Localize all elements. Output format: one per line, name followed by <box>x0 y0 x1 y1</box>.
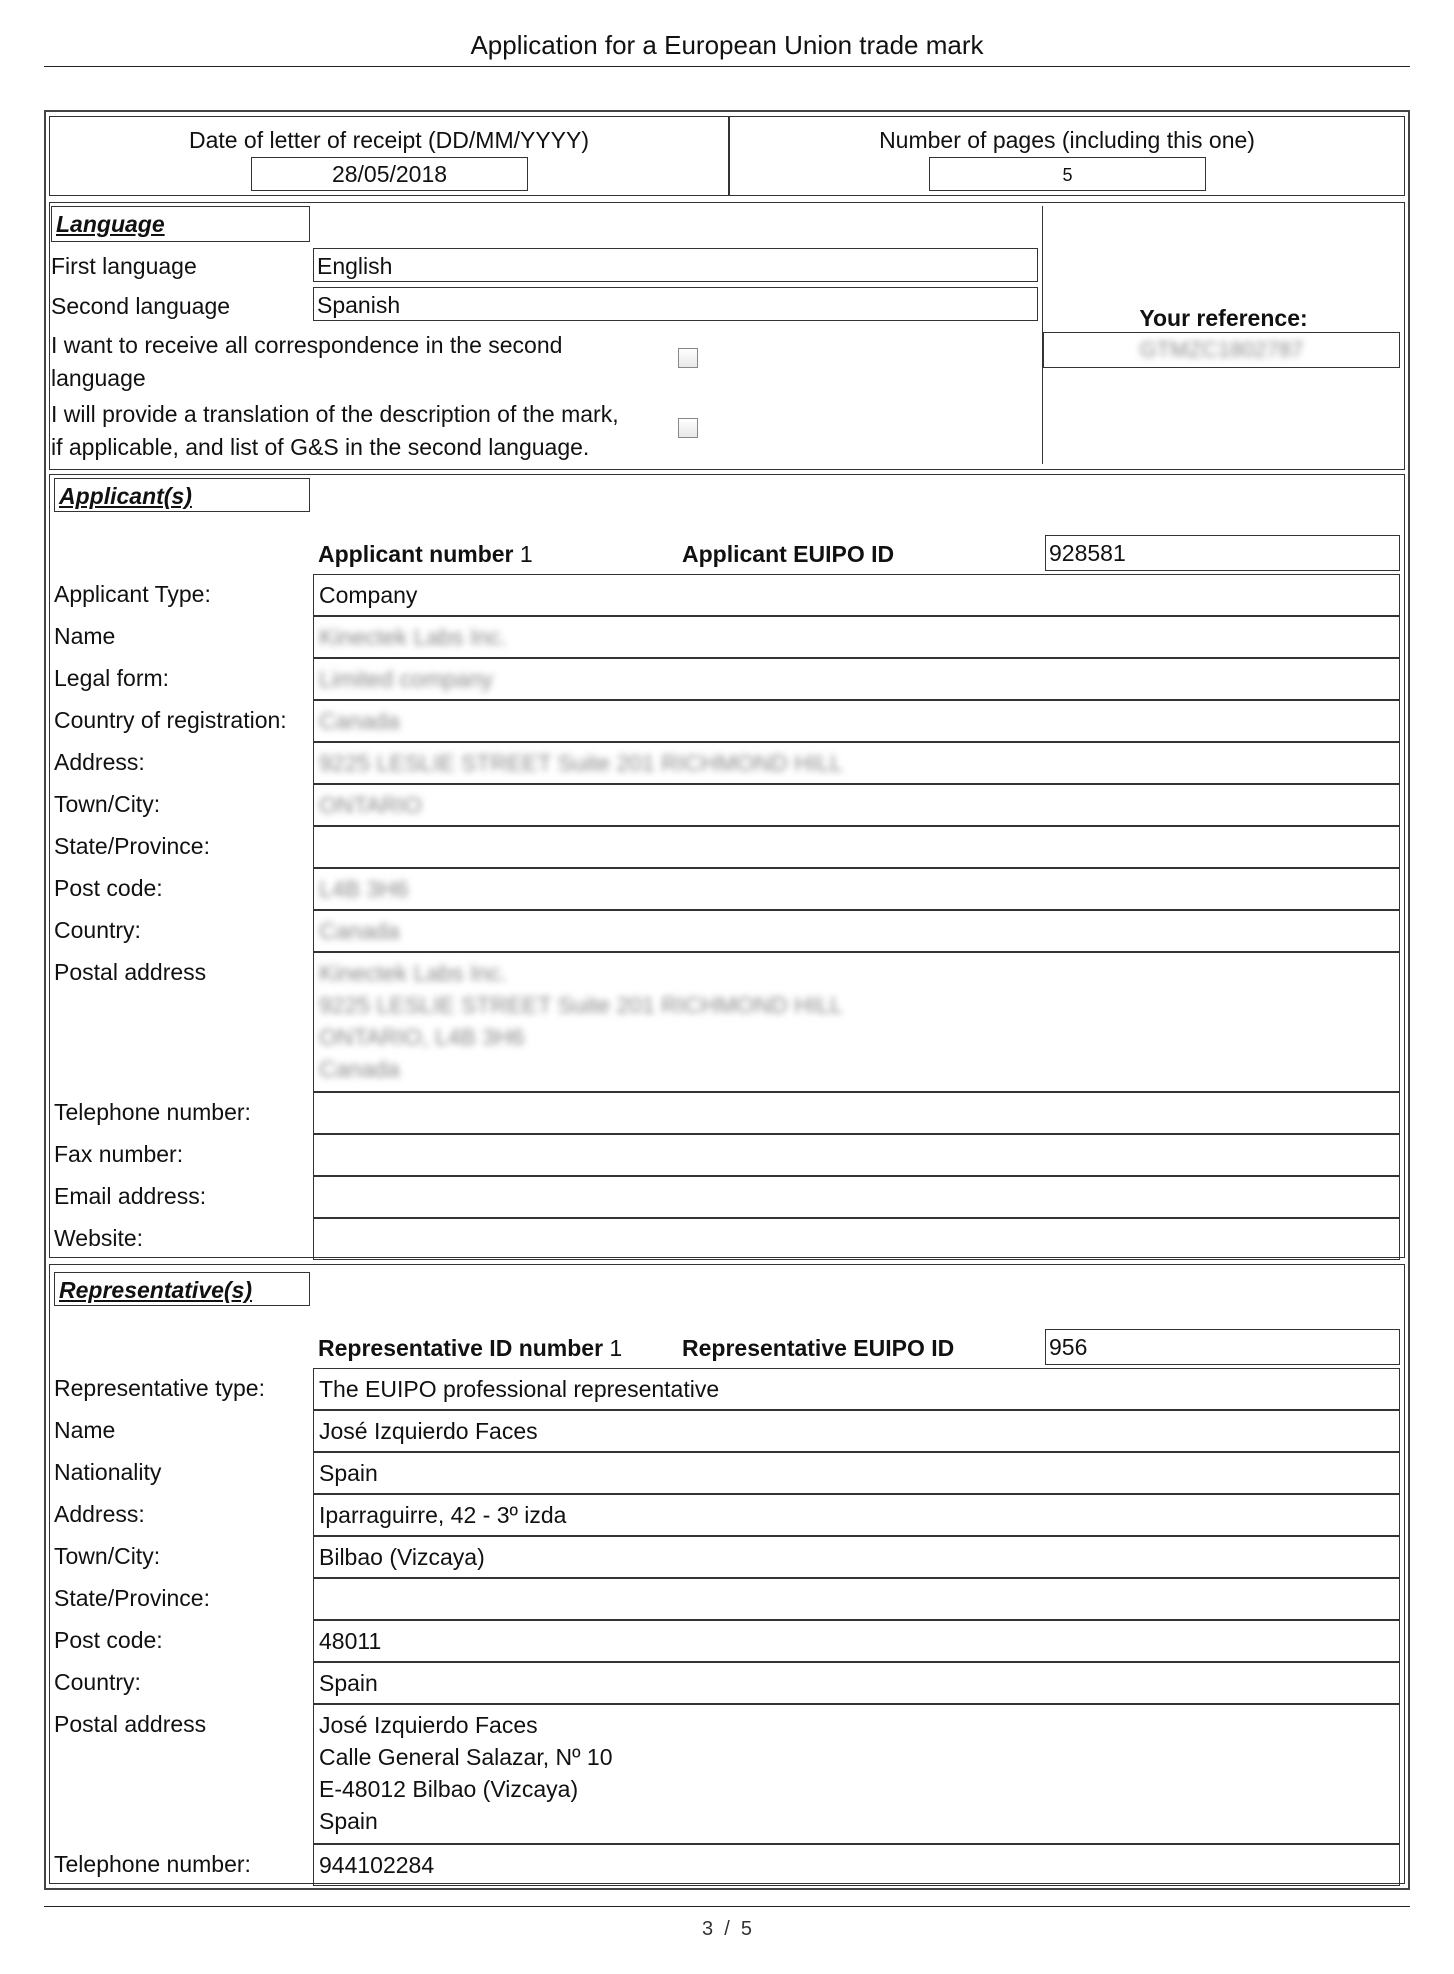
applicant-name-value <box>313 616 1400 658</box>
applicant-number-label: Applicant number <box>318 541 514 567</box>
page-count-label: Number of pages (including this one) <box>879 127 1255 153</box>
representative-address-value <box>313 1494 1400 1536</box>
receipt-date-label: Date of letter of receipt (DD/MM/YYYY) <box>188 127 590 153</box>
representative-postal-address-label: Postal address <box>54 1711 207 1737</box>
second-language-label: Second language <box>51 293 231 319</box>
representative-number <box>318 1334 622 1362</box>
representative-name-value <box>313 1410 1400 1452</box>
applicant-email-address-label: Email address: <box>54 1183 207 1209</box>
applicant-state-province-value <box>313 826 1400 868</box>
representative-telephone-number-text: 944102284 <box>319 1852 435 1878</box>
translation-checkbox[interactable] <box>678 418 698 438</box>
applicant-address-label: Address: <box>54 749 145 775</box>
representative-representative-type-label: Representative type: <box>54 1375 265 1401</box>
applicant-country-label: Country: <box>54 917 141 943</box>
correspondence-option-line1: I want to receive all correspondence in the second <box>51 332 563 358</box>
applicant-postal-line: Canada <box>319 1056 400 1082</box>
applicant-telephone-number-label: Telephone number: <box>54 1099 251 1125</box>
representative-name-label: Name <box>54 1417 116 1443</box>
applicant-applicant-type-value <box>313 574 1400 616</box>
representative-postal-address-value <box>313 1704 1400 1844</box>
applicant-country-text: Canada <box>319 918 400 944</box>
page-current: 3 <box>701 1918 714 1940</box>
applicant-website-label: Website: <box>54 1225 144 1251</box>
applicant-legal-form-text: Limited company <box>319 666 493 692</box>
representative-state-province-value <box>313 1578 1400 1620</box>
page-count-value: 5 <box>929 157 1206 191</box>
applicant-applicant-type-text: Company <box>319 582 418 608</box>
representative-number-label: Representative ID number <box>318 1335 604 1361</box>
correspondence-option-line2: language <box>51 365 146 391</box>
representative-euipo-id: 956 <box>1045 1329 1400 1365</box>
first-language-label: First language <box>51 253 197 279</box>
representative-country-text: Spain <box>319 1670 378 1696</box>
representative-post-code-label: Post code: <box>54 1627 163 1653</box>
first-language-value: English <box>313 248 1038 282</box>
applicant-legal-form-value <box>313 658 1400 700</box>
applicant-name-text: Kinectek Labs Inc. <box>319 624 507 650</box>
representative-telephone-number-label: Telephone number: <box>54 1851 251 1877</box>
applicant-email-address-value <box>313 1176 1400 1218</box>
representative-country-label: Country: <box>54 1669 141 1695</box>
applicant-number-value: 1 <box>519 541 533 567</box>
representative-post-code-value <box>313 1620 1400 1662</box>
applicant-name-label: Name <box>54 623 116 649</box>
receipt-date-value: 28/05/2018 <box>251 157 528 191</box>
translation-option-line2: if applicable, and list of G&S in the second language. <box>51 434 590 460</box>
title-rule <box>44 66 1410 67</box>
your-reference-label: Your reference: <box>1139 305 1308 331</box>
footer-rule <box>44 1906 1410 1907</box>
representative-postal-line: José Izquierdo Faces <box>319 1712 538 1738</box>
applicant-post-code-value <box>313 868 1400 910</box>
applicant-country-of-registration-text: Canada <box>319 708 400 734</box>
applicant-country-of-registration-value <box>313 700 1400 742</box>
applicant-postal-address-value <box>313 952 1400 1092</box>
applicant-town-city-value <box>313 784 1400 826</box>
document-title: Application for a European Union trade mark <box>470 30 984 60</box>
representative-town-city-text: Bilbao (Vizcaya) <box>319 1544 485 1570</box>
applicant-town-city-text: ONTARIO <box>319 792 423 818</box>
applicant-fax-number-label: Fax number: <box>54 1141 184 1167</box>
applicant-post-code-label: Post code: <box>54 875 163 901</box>
your-reference-value <box>1043 332 1400 368</box>
applicant-postal-address-label: Postal address <box>54 959 207 985</box>
representative-address-label: Address: <box>54 1501 145 1527</box>
representative-number-value: 1 <box>609 1335 623 1361</box>
applicant-number <box>318 540 533 568</box>
applicant-country-of-registration-label: Country of registration: <box>54 707 287 733</box>
representative-postal-line: Spain <box>319 1808 378 1834</box>
applicant-euipo-label: Applicant EUIPO ID <box>682 541 895 567</box>
applicant-address-value <box>313 742 1400 784</box>
representative-town-city-label: Town/City: <box>54 1543 161 1569</box>
representative-telephone-number-value <box>313 1844 1400 1886</box>
language-header: Language <box>51 206 310 242</box>
applicant-applicant-type-label: Applicant Type: <box>54 581 211 607</box>
page-indicator <box>0 1918 1454 1941</box>
page-total: 5 <box>740 1918 753 1940</box>
your-reference-text: GTMZC1802787 <box>1139 337 1304 362</box>
applicant-legal-form-label: Legal form: <box>54 665 170 691</box>
representative-representative-type-text: The EUIPO professional representative <box>319 1376 720 1402</box>
applicant-postal-line: ONTARIO, L4B 3H6 <box>319 1024 525 1050</box>
representative-name-text: José Izquierdo Faces <box>319 1418 538 1444</box>
representative-nationality-text: Spain <box>319 1460 378 1486</box>
translation-option-line1: I will provide a translation of the description of the mark, <box>51 401 619 427</box>
applicant-address-text: 9225 LESLIE STREET Suite 201 RICHMOND HILL <box>319 750 843 776</box>
applicant-header: Applicant(s) <box>54 478 310 512</box>
representative-nationality-value <box>313 1452 1400 1494</box>
representative-postal-line: E-48012 Bilbao (Vizcaya) <box>319 1776 579 1802</box>
applicant-website-value <box>313 1218 1400 1260</box>
representative-postal-line: Calle General Salazar, Nº 10 <box>319 1744 613 1770</box>
representative-address-text: Iparraguirre, 42 - 3º izda <box>319 1502 567 1528</box>
representative-post-code-text: 48011 <box>319 1628 382 1654</box>
applicant-fax-number-value <box>313 1134 1400 1176</box>
representative-state-province-label: State/Province: <box>54 1585 210 1611</box>
applicant-postal-line: 9225 LESLIE STREET Suite 201 RICHMOND HILL <box>319 992 843 1018</box>
representative-euipo-label: Representative EUIPO ID <box>682 1335 955 1361</box>
applicant-town-city-label: Town/City: <box>54 791 161 817</box>
applicant-postal-line: Kinectek Labs Inc. <box>319 960 507 986</box>
applicant-state-province-label: State/Province: <box>54 833 210 859</box>
representative-representative-type-value <box>313 1368 1400 1410</box>
representative-header: Representative(s) <box>54 1272 310 1306</box>
correspondence-checkbox[interactable] <box>678 348 698 368</box>
applicant-country-value <box>313 910 1400 952</box>
page-separator: / <box>724 1918 730 1940</box>
second-language-value: Spanish <box>313 287 1038 321</box>
applicant-telephone-number-value <box>313 1092 1400 1134</box>
representative-nationality-label: Nationality <box>54 1459 162 1485</box>
representative-town-city-value <box>313 1536 1400 1578</box>
representative-country-value <box>313 1662 1400 1704</box>
applicant-euipo-id: 928581 <box>1045 535 1400 571</box>
applicant-post-code-text: L4B 3H6 <box>319 876 409 902</box>
